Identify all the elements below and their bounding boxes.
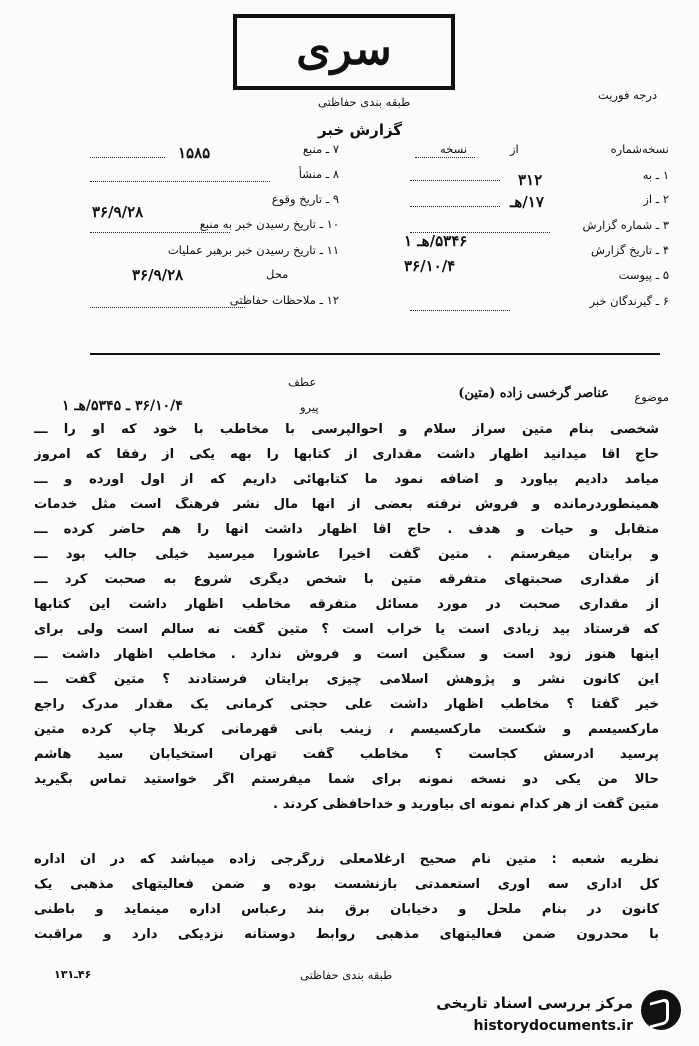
body-line: حاج آقا میدانید اظهار داشت مقداری از کتابها را بهه یکی از رفقا که امروز	[34, 447, 659, 462]
body-line: نظریه شعبه : متین نام صحیح ارغلامعلی زرگرجی زاده میباشد که در آن اداره	[34, 852, 659, 867]
field-attachment-label: ۵ ـ پیوست	[618, 268, 669, 282]
subject-text: عناصر گرخسی زاده (متین)	[458, 386, 609, 401]
body-line: کل اداری سه آوری استعمدتی بازنشست بوده و ضمن فعالیتهای مذهبی یک	[34, 877, 659, 892]
body-line: که فرستاد بید زیادی است یا خراب است ؟ متین گفت نه سالم است ولی برای	[34, 622, 659, 637]
field-attachment-value: ۳۶/۱۰/۴	[404, 257, 456, 275]
body-line: کانون در بنام ملحل و دخیابان برق بند رعباس اداره مینماید و باطنی	[34, 902, 659, 917]
body-line: همینطوردرمانده و فروش نرفته بعضی از آنها مال نشر فرهنگ است مثل خدمات	[34, 497, 659, 512]
body-line: این کانون نشر و پژوهش اسلامی چیزی برایتان فرستادند ؟ متین گفت ـــ	[34, 672, 659, 687]
field-copy-number-label: نسخه‌شماره	[610, 142, 669, 156]
body-line: پرسید آدرسش کجاست ؟ مخاطب گفت تهران استخیابان سید هاشم	[34, 747, 659, 762]
body-line: حالا من یکی دو نسخه نمونه برای شما میفرستم اگر خواستید تماس بگیرید	[34, 772, 659, 787]
classification-label: طبقه بندی حفاظتی	[318, 95, 411, 109]
secret-stamp	[233, 14, 455, 90]
dotted-line	[90, 307, 245, 308]
atf-label: عطف	[288, 375, 317, 389]
field-source-value: ۱۵۸۵	[178, 144, 211, 162]
field-to-label: ۱ ـ به	[642, 168, 669, 182]
archive-website: historydocuments.ir	[473, 1018, 633, 1034]
dotted-line	[410, 180, 500, 181]
body-line: متین گفت از هر کدام نمونه ای بیاورید و خداحافظی کردند .	[273, 797, 659, 812]
field-place-label: محل	[266, 267, 289, 281]
dotted-line	[410, 232, 550, 233]
body-line: شخصی بنام متین سراز سلام و احوالپرسی با مخاطب با خود که او را ـــ	[34, 422, 659, 437]
field-report-number-label: ۳ ـ شماره گزارش	[582, 218, 669, 232]
dotted-line	[90, 181, 270, 182]
subject-label: موضوع	[634, 390, 669, 404]
field-report-date-value: ۵۳۴۶/هـ ۱	[404, 232, 468, 250]
field-occurrence-date-label: ۹ ـ تاریخ وقوع	[271, 192, 339, 206]
copies-from: از	[510, 142, 519, 156]
field-occurrence-date-value: ۳۶/۹/۲۸	[92, 203, 144, 221]
field-to-value: ۳۱۲	[518, 171, 543, 189]
subject-ref: ۳۶/۱۰/۴ ـ ۵۳۴۵/هـ ۱	[62, 398, 183, 414]
body-line: از مقداری صحبتهای متفرقه متین با شخص دیگری شروع به صحبت کرد ـــ	[34, 572, 659, 587]
field-source-label: ۷ ـ منبع	[302, 142, 339, 156]
form-title: گزارش خبر	[318, 121, 403, 139]
body-line: اینها هنوز زود است و سنگین است و فروش ندارد . مخاطب اظهار داشت ـــ	[34, 647, 659, 662]
body-line: با محدرون ضمن فعالیتهای مذهبی روابط دوستانه نزدیکی دارد و مراقبت	[34, 927, 659, 942]
field-place-value: ۳۶/۹/۲۸	[132, 266, 184, 284]
field-from-label: ۲ ـ از	[643, 192, 669, 206]
body-line: از مقداری صحبت در مورد مسائل متفرقه مخاطب اظهار داشت این کتابها	[34, 597, 659, 612]
footer-classification: طبقه بندی حفاظتی	[300, 968, 393, 982]
peyro-label: پیرو	[300, 400, 319, 414]
dotted-line	[90, 157, 165, 158]
archive-logo-icon	[641, 990, 681, 1030]
copies-copy: نسخه	[440, 142, 468, 156]
dotted-line	[415, 157, 475, 158]
body-line: خیر گفتا ؟ مخاطب اظهار داشت علی حجتی کرمانی یک مقدار مدرک راجع	[34, 697, 659, 712]
dotted-line	[410, 206, 500, 207]
body-line: متقابل و حیات و هدف . حاج آقا اظهار داشت آنها را هم حاضر کرده ـــ	[34, 522, 659, 537]
stamp-text: سری	[296, 24, 392, 75]
dotted-line	[410, 310, 510, 311]
body-line: مارکسیسم و شکست مارکسیسم ، زینب بانی قهرمانی کربلا چاپ کرده متین	[34, 722, 659, 737]
field-origin-label: ۸ ـ منشأ	[298, 167, 339, 181]
field-report-date-label: ۴ ـ تاریخ گزارش	[590, 243, 669, 257]
field-recipients-label: ۶ ـ گیرندگان خبر	[589, 294, 669, 308]
body-line: میآمد دادیم بیاورد و اضافه نمود ما کتابهائی داریم که از اول آورده و ـــ	[34, 472, 659, 487]
footer-code: ۴۶ـ۱۳۱	[54, 968, 92, 981]
field-ops-date-label: ۱۱ ـ تاریخ رسیدن خبر برهبر عملیات	[167, 243, 339, 257]
body-line: و برایتان میفرستم . متین گفت اخیرا عاشورا میرسید خیلی جالب بود ـــ	[34, 547, 659, 562]
priority-label: درجه فوریت	[598, 88, 658, 102]
field-from-value: ۱۷/هـ	[510, 193, 544, 211]
field-protection-notes-label: ۱۲ ـ ملاحظات حفاظتی	[229, 293, 339, 307]
archive-name: مرکز بررسی اسناد تاریخی	[436, 994, 633, 1012]
separator-line	[90, 353, 660, 355]
field-received-date-label: ۱۰ ـ تاریخ رسیدن خبر به منبع	[199, 217, 339, 231]
dotted-line	[90, 232, 230, 233]
